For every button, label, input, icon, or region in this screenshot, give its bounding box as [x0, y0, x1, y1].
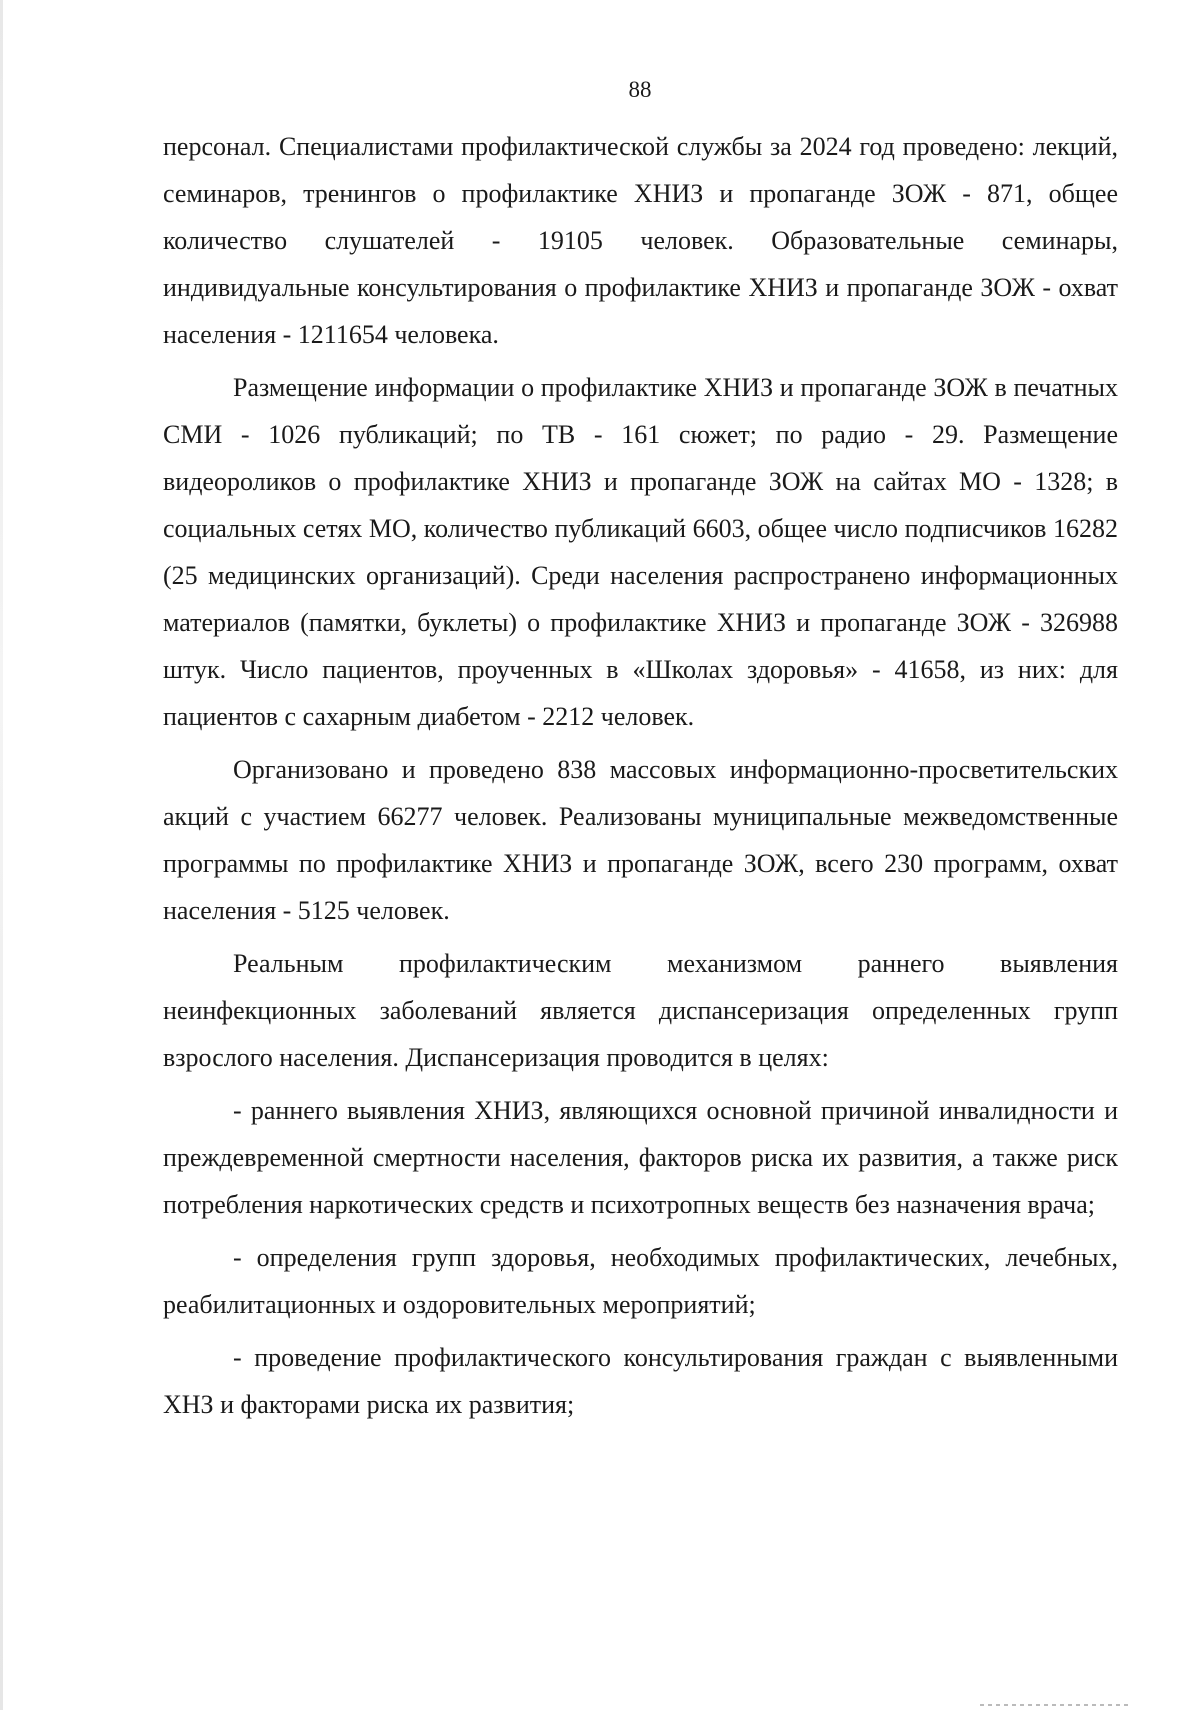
paragraph-2: Размещение информации о профилактике ХНИЗ и пропаганде ЗОЖ в печатных СМИ - 1026 публикаций; по ТВ - 161 сюжет; по радио - 29. Размещение видеороликов о профилактике ХНИЗ и пропаганде ЗОЖ на сайтах МО - 1328; в социальных сетях МО, количество публикаций 6603, общее число подписчиков 16282 (25 медицинских организаций). Среди населения распространено информационных материалов (памятки, буклеты) о профилактике ХНИЗ и пропаганде ЗОЖ - 326988 штук. Число пациентов, проученных в «Школах здоровья» - 41658, из них: для пациентов с сахарным диабетом - 2212 человек. — [163, 373, 1118, 731]
scan-mark — [980, 1704, 1130, 1706]
scan-edge — [0, 0, 3, 1710]
list-item-2: - определения групп здоровья, необходимых профилактических, лечебных, реабилитационных и оздоровительных мероприятий; — [163, 1243, 1118, 1319]
page-number: 88 — [628, 77, 652, 102]
paragraph-1: персонал. Специалистами профилактической службы за 2024 год проведено: лекций, семинаров, тренингов о профилактике ХНИЗ и пропаганде ЗОЖ - 871, общее количество слушателей - 19105 человек. Образовательные семинары, индивидуальные консультирования о профилактике ХНИЗ и пропаганде ЗОЖ - охват населения - 1211654 человека. — [163, 132, 1118, 349]
paragraph-4: Реальным профилактическим механизмом раннего выявления неинфекционных заболеваний является диспансеризация определенных групп взрослого населения. Диспансеризация проводится в целях: — [163, 949, 1118, 1072]
document-body — [163, 123, 1118, 1434]
paragraph-3: Организовано и проведено 838 массовых информационно-просветительских акций с участием 66277 человек. Реализованы муниципальные межведомственные программы по профилактике ХНИЗ и пропаганде ЗОЖ, всего 230 программ, охват населения - 5125 человек. — [163, 755, 1118, 925]
list-item-3: - проведение профилактического консультирования граждан с выявленными ХНЗ и факторами риска их развития; — [163, 1343, 1118, 1419]
list-item-1: - раннего выявления ХНИЗ, являющихся основной причиной инвалидности и преждевременной смертности населения, факторов риска их развития, а также риск потребления наркотических средств и психотропных веществ без назначения врача; — [163, 1096, 1118, 1219]
